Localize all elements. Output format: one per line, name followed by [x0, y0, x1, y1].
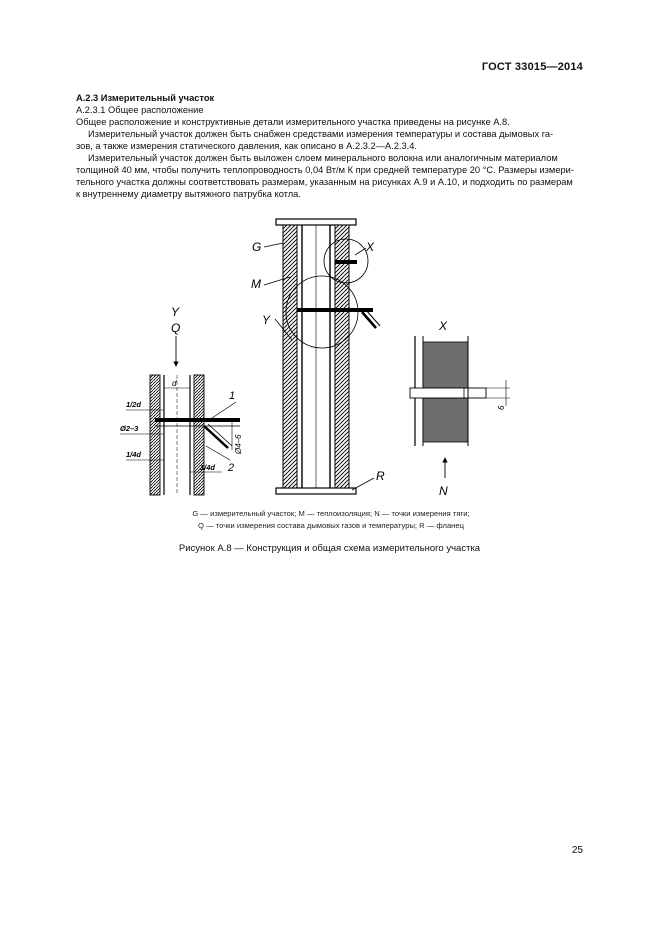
label-N: N — [439, 484, 448, 498]
legend-line-2: Q — точки измерения состава дымовых газов и температуры; R — фланец — [198, 521, 464, 530]
section-heading: А.2.3 Измерительный участок — [76, 93, 215, 103]
label-Q: Q — [171, 321, 181, 335]
label-X-detail: X — [439, 319, 448, 333]
label-M: M — [251, 277, 261, 291]
figure-caption: Рисунок А.8 — Конструкция и общая схема измерительного участка — [178, 543, 481, 554]
paragraph-3-line-2: толщиной 40 мм, чтобы получить теплопроводность 0,04 Вт/м К при средней температуре 20 °С. Размеры измери- — [76, 165, 574, 175]
label-X-main: X — [366, 240, 375, 254]
detail-X-drawing — [410, 319, 510, 498]
detail-Y-drawing — [120, 305, 243, 495]
dim-d: d — [172, 379, 177, 388]
dim-quarter-d-left: 1/4d — [126, 450, 142, 459]
dim-quarter-d-right: 1/4d — [200, 463, 216, 472]
label-Y-detail: Y — [171, 305, 180, 319]
dim-diam-4-6: Ø4–6 — [234, 434, 243, 454]
dim-diam-2-3: Ø2–3 — [120, 424, 139, 433]
figure-measuring-section — [0, 200, 661, 520]
dim-half-d: 1/2d — [126, 400, 142, 409]
main-section-drawing — [251, 219, 385, 494]
paragraph-2-line-1: Измерительный участок должен быть снабжен средствами измерения температуры и состава дымовых га- — [88, 129, 554, 139]
paragraph-3-line-3: тельного участка должны соответствовать размерам, указанным на рисунках А.9 и А.10, и подходить по размерам — [76, 177, 573, 187]
label-2: 2 — [228, 462, 235, 474]
figure-legend — [96, 508, 566, 532]
subsection-heading: А.2.3.1 Общее расположение — [76, 105, 204, 115]
paragraph-3-line-4: к внутреннему диаметру вытяжного патрубка котла. — [76, 189, 301, 199]
label-1: 1 — [229, 390, 236, 402]
legend-line-1: G — измерительный участок; M — теплоизоляция; N — точки измерения тяги; — [192, 509, 470, 518]
paragraph-3-line-1: Измерительный участок должен быть выложен слоем минерального волокна или аналогичным материалом — [88, 153, 558, 163]
page-number: 25 — [571, 845, 583, 856]
paragraph-2-line-2: зов, а также измерения статического давления, как описано в А.2.3.2—А.2.3.4. — [76, 141, 417, 151]
label-G: G — [252, 240, 262, 254]
label-R: R — [376, 469, 385, 483]
paragraph-1: Общее расположение и конструктивные детали измерительного участка приведены на рисунке А.8. — [76, 117, 510, 127]
dim-6: 6 — [497, 405, 506, 410]
document-code: ГОСТ 33015—2014 — [481, 61, 583, 73]
label-Y-main: Y — [262, 313, 271, 327]
